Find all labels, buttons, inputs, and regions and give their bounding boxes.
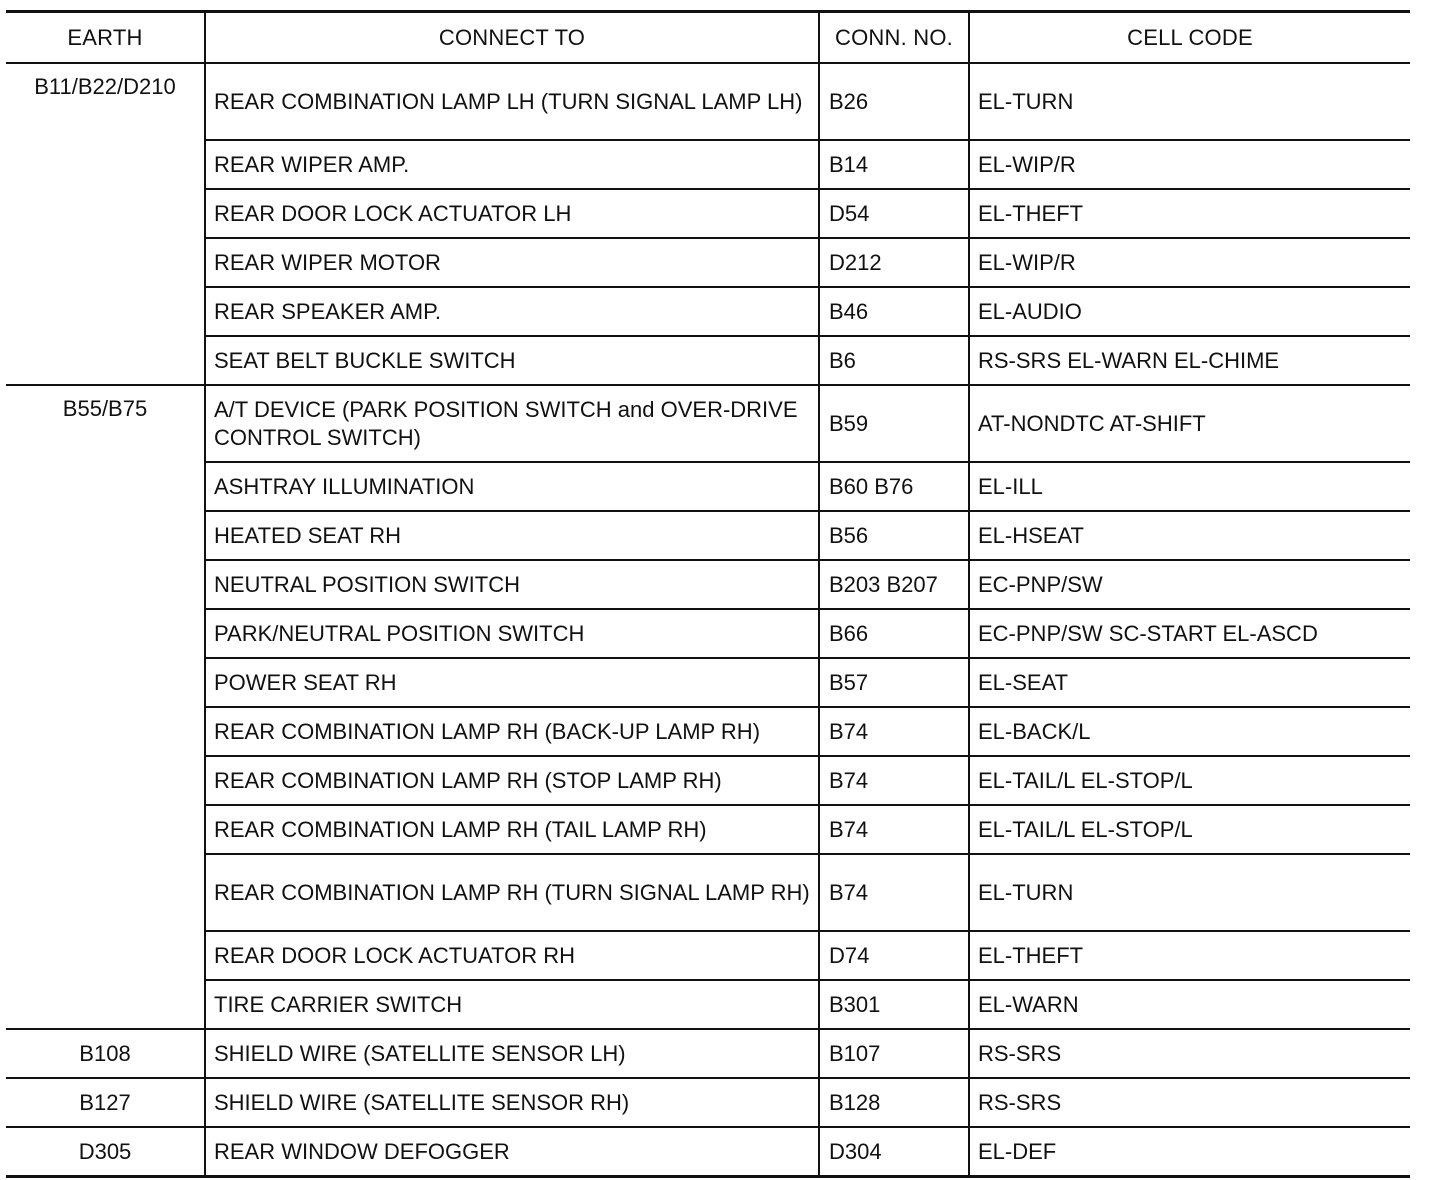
- connect-to-cell: REAR WINDOW DEFOGGER: [205, 1127, 819, 1177]
- conn-no-cell: D74: [819, 931, 969, 980]
- cell-code-cell: RS-SRS: [969, 1078, 1410, 1127]
- cell-code-cell: EL-WIP/R: [969, 140, 1410, 189]
- table-row: [6, 707, 1410, 756]
- cell-code-cell: EL-WARN: [969, 980, 1410, 1029]
- header-row: [6, 12, 1410, 64]
- conn-no-cell: B26: [819, 63, 969, 140]
- table-row: [6, 609, 1410, 658]
- table-row: [6, 1127, 1410, 1177]
- connect-to-cell: REAR COMBINATION LAMP RH (TURN SIGNAL LAMP RH): [205, 854, 819, 931]
- table-row: [6, 287, 1410, 336]
- connect-to-cell: REAR COMBINATION LAMP LH (TURN SIGNAL LAMP LH): [214, 88, 803, 114]
- table-row: [6, 140, 1410, 189]
- connect-to-cell: REAR COMBINATION LAMP RH (BACK-UP LAMP RH): [205, 707, 819, 756]
- header-earth: EARTH: [6, 12, 205, 64]
- table-header: [6, 12, 1410, 64]
- conn-no-cell: D212: [819, 238, 969, 287]
- connect-to-cell: SHIELD WIRE (SATELLITE SENSOR RH): [205, 1078, 819, 1127]
- conn-no-cell: B59: [819, 385, 969, 462]
- connect-to-cell: POWER SEAT RH: [205, 658, 819, 707]
- conn-no-cell: B74: [819, 756, 969, 805]
- conn-no-cell: D304: [819, 1127, 969, 1177]
- connect-to-cell: TIRE CARRIER SWITCH: [205, 980, 819, 1029]
- table-row: [6, 756, 1410, 805]
- earth-cell: B127: [6, 1078, 205, 1127]
- conn-no-cell: B74: [819, 805, 969, 854]
- earth-connection-table: [6, 10, 1410, 1178]
- table-row: [6, 854, 1410, 931]
- cell-code-cell: EL-AUDIO: [969, 287, 1410, 336]
- connect-to-cell: REAR WIPER MOTOR: [205, 238, 819, 287]
- table-row: [6, 560, 1410, 609]
- cell-code-cell: EL-WIP/R: [969, 238, 1410, 287]
- connect-to-cell: SHIELD WIRE (SATELLITE SENSOR LH): [205, 1029, 819, 1078]
- table-row: [6, 336, 1410, 385]
- table-row: [6, 189, 1410, 238]
- table-row: [6, 980, 1410, 1029]
- conn-no-cell: B66: [819, 609, 969, 658]
- earth-cell: B11/B22/D210: [6, 63, 205, 385]
- table-row: [6, 511, 1410, 560]
- connect-to-cell: SEAT BELT BUCKLE SWITCH: [205, 336, 819, 385]
- conn-no-cell: B6: [819, 336, 969, 385]
- table-row: [6, 1029, 1410, 1078]
- connect-to-cell: HEATED SEAT RH: [205, 511, 819, 560]
- connect-to-cell: NEUTRAL POSITION SWITCH: [205, 560, 819, 609]
- header-cell-code: CELL CODE: [969, 12, 1410, 64]
- cell-code-cell: EC-PNP/SW SC-START EL-ASCD: [969, 609, 1410, 658]
- table-body: [6, 63, 1410, 1177]
- conn-no-cell: B74: [819, 707, 969, 756]
- conn-no-cell: B57: [819, 658, 969, 707]
- cell-code-cell: EL-ILL: [969, 462, 1410, 511]
- table-row: [6, 462, 1410, 511]
- cell-code-cell: EL-TAIL/L EL-STOP/L: [969, 756, 1410, 805]
- connect-to-cell: PARK/NEUTRAL POSITION SWITCH: [205, 609, 819, 658]
- earth-cell: D305: [6, 1127, 205, 1177]
- connect-to-cell: REAR DOOR LOCK ACTUATOR RH: [205, 931, 819, 980]
- cell-code-cell: EL-TAIL/L EL-STOP/L: [969, 805, 1410, 854]
- conn-no-cell: B74: [819, 854, 969, 931]
- table-row: [6, 658, 1410, 707]
- table-row: [6, 805, 1410, 854]
- earth-cell: B108: [6, 1029, 205, 1078]
- table-row: [6, 1078, 1410, 1127]
- cell-code-cell: EL-DEF: [969, 1127, 1410, 1177]
- cell-code-cell: EL-TURN: [969, 854, 1410, 931]
- conn-no-cell: B203 B207: [819, 560, 969, 609]
- connect-to-cell: REAR DOOR LOCK ACTUATOR LH: [205, 189, 819, 238]
- conn-no-cell: B46: [819, 287, 969, 336]
- cell-code-cell: EL-BACK/L: [969, 707, 1410, 756]
- connect-to-cell: REAR COMBINATION LAMP RH (STOP LAMP RH): [205, 756, 819, 805]
- conn-no-cell: D54: [819, 189, 969, 238]
- conn-no-cell: B128: [819, 1078, 969, 1127]
- earth-cell: B55/B75: [6, 385, 205, 1029]
- cell-code-cell: RS-SRS: [969, 1029, 1410, 1078]
- connect-to-cell: ASHTRAY ILLUMINATION: [205, 462, 819, 511]
- conn-no-cell: B60 B76: [819, 462, 969, 511]
- conn-no-cell: B107: [819, 1029, 969, 1078]
- table-row: [6, 63, 1410, 140]
- connect-to-cell: A/T DEVICE (PARK POSITION SWITCH and OVER-DRIVE CONTROL SWITCH): [205, 385, 819, 462]
- table-row: [6, 931, 1410, 980]
- cell-code-cell: RS-SRS EL-WARN EL-CHIME: [969, 336, 1410, 385]
- cell-code-cell: EC-PNP/SW: [969, 560, 1410, 609]
- header-connect-to: CONNECT TO: [205, 12, 819, 64]
- cell-code-cell: EL-TURN: [969, 63, 1410, 140]
- cell-code-cell: EL-THEFT: [969, 189, 1410, 238]
- table-row: [6, 385, 1410, 462]
- connect-to-cell: REAR WIPER AMP.: [205, 140, 819, 189]
- conn-no-cell: B301: [819, 980, 969, 1029]
- table-row: [6, 238, 1410, 287]
- header-conn-no: CONN. NO.: [819, 12, 969, 64]
- conn-no-cell: B14: [819, 140, 969, 189]
- cell-code-cell: EL-SEAT: [969, 658, 1410, 707]
- cell-code-cell: AT-NONDTC AT-SHIFT: [969, 385, 1410, 462]
- conn-no-cell: B56: [819, 511, 969, 560]
- cell-code-cell: EL-THEFT: [969, 931, 1410, 980]
- cell-code-cell: EL-HSEAT: [969, 511, 1410, 560]
- connect-to-cell: REAR SPEAKER AMP.: [205, 287, 819, 336]
- connect-to-cell: REAR COMBINATION LAMP RH (TAIL LAMP RH): [205, 805, 819, 854]
